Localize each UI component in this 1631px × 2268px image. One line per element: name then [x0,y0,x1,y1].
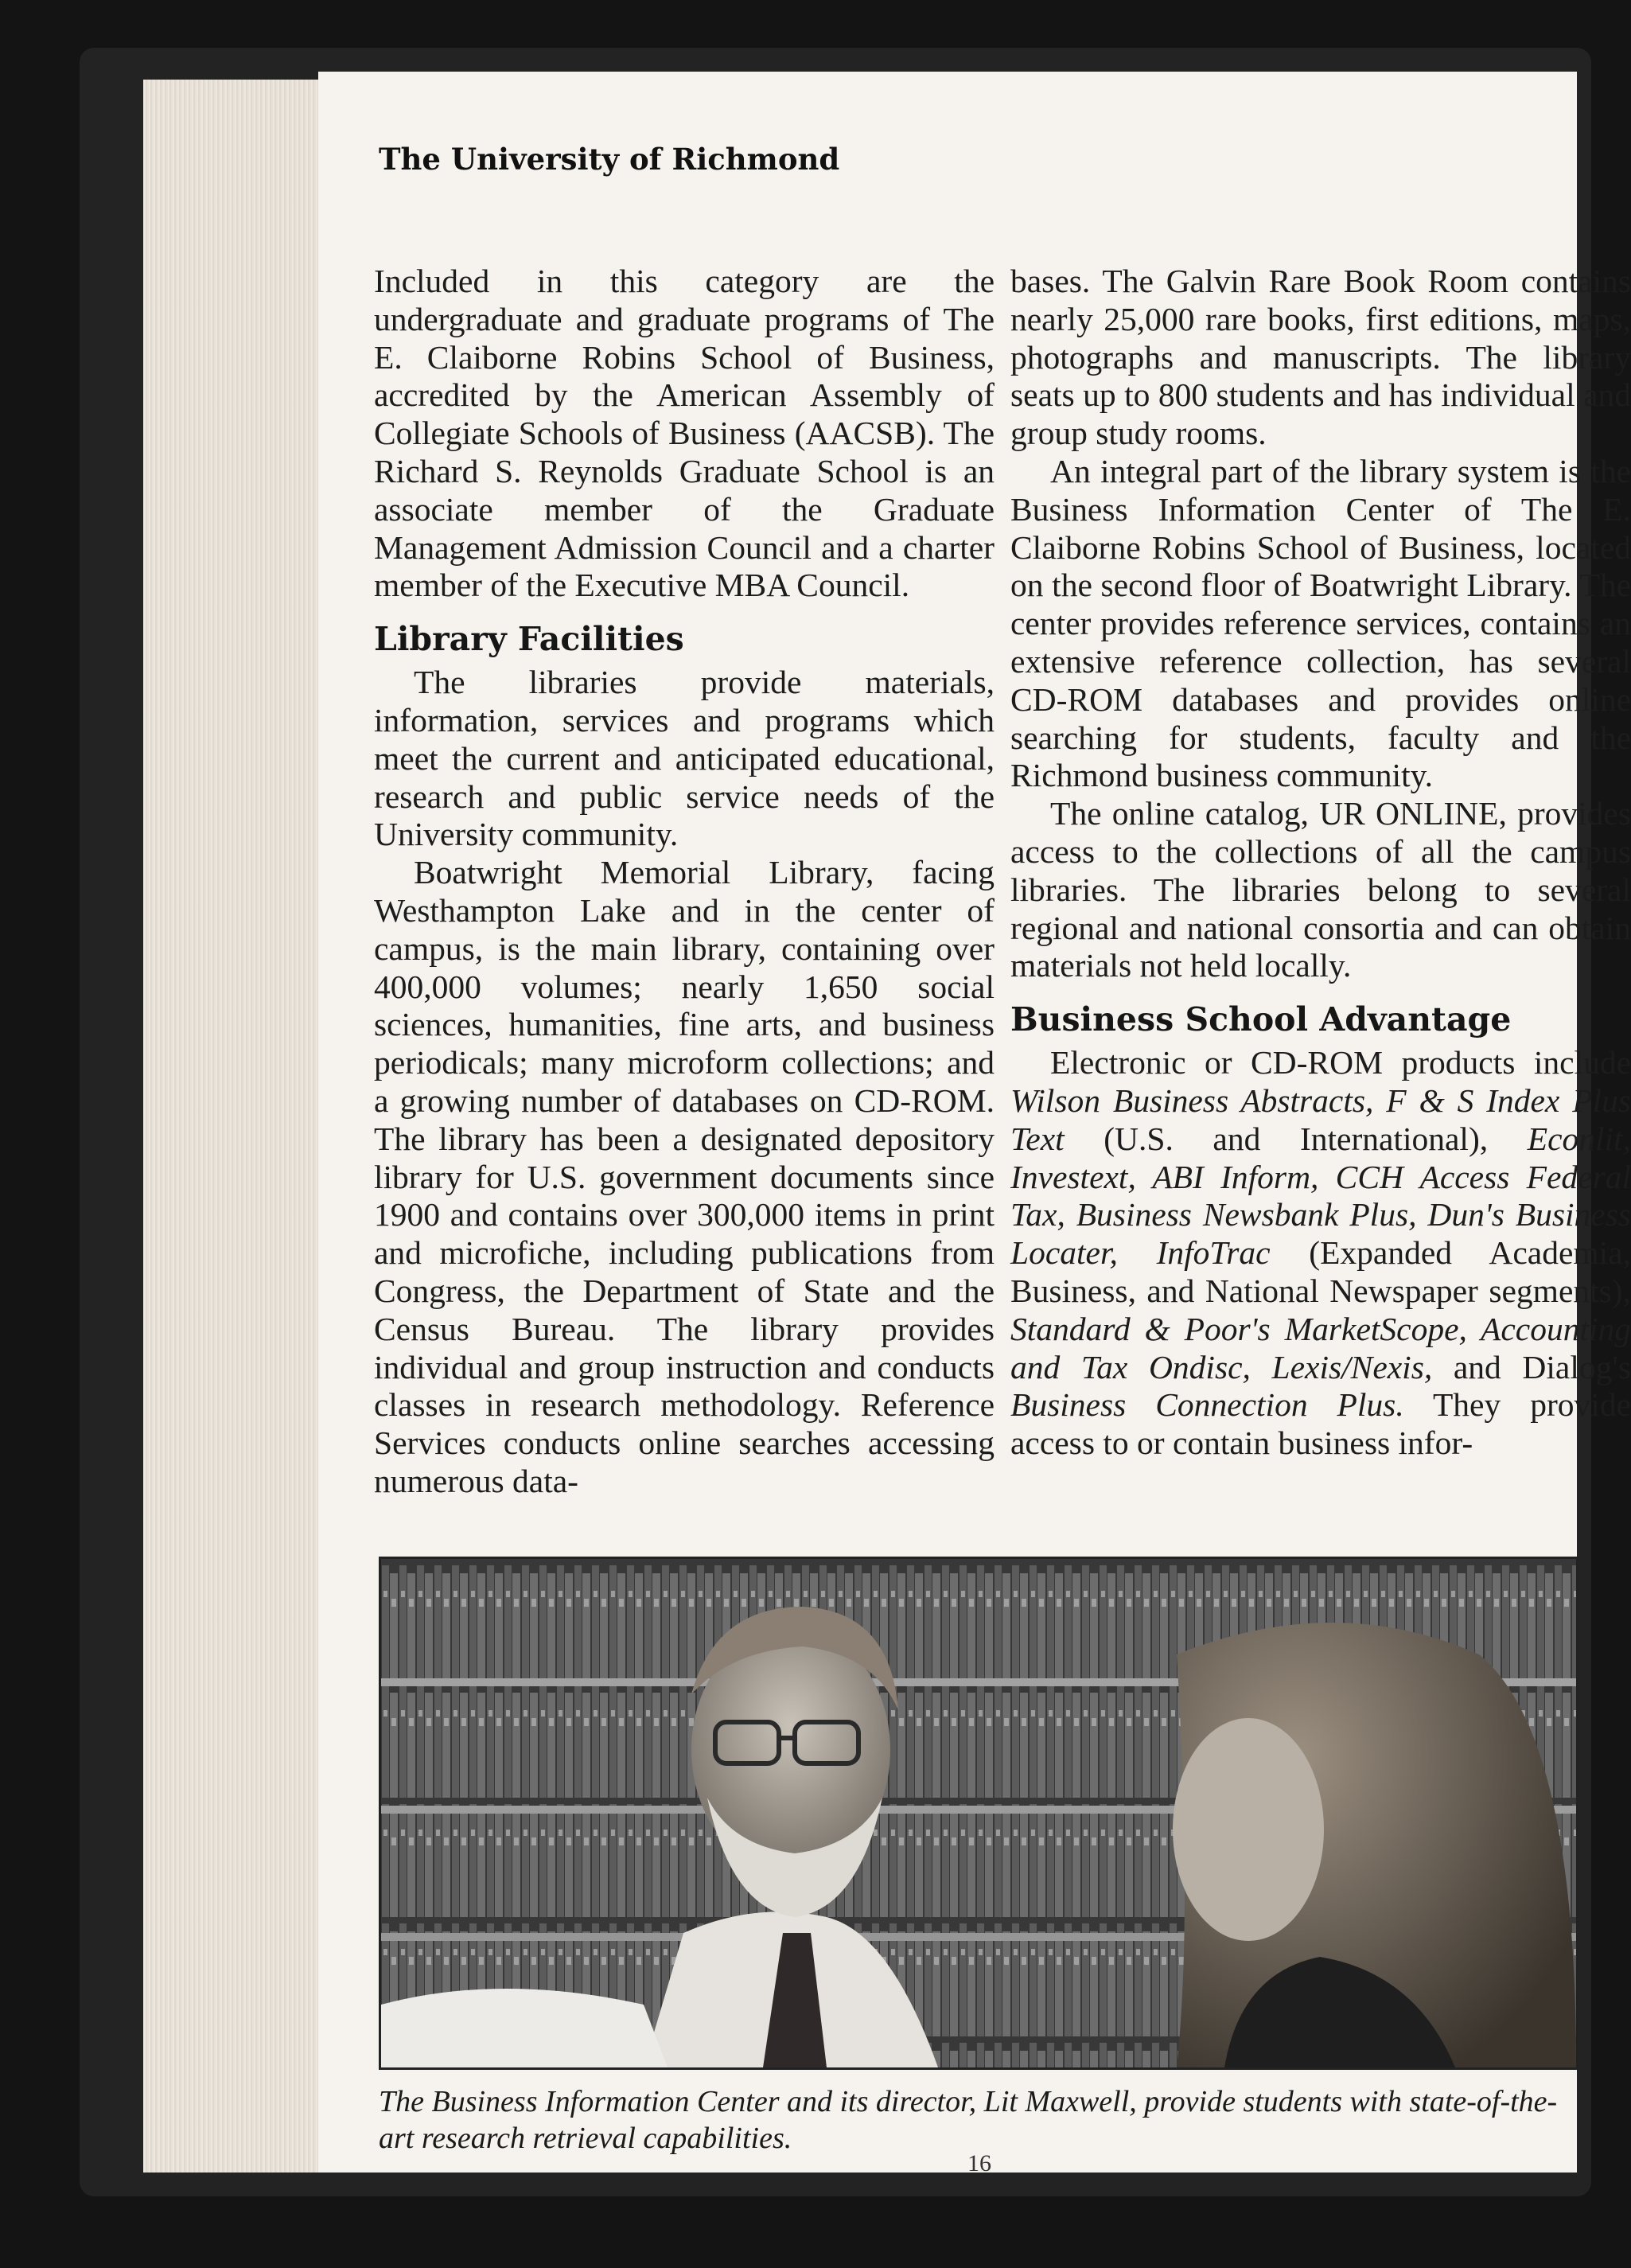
products-text-1: Electronic or CD-ROM products include [1050,1044,1631,1081]
paragraph-intro: Included in this category are the undergraduate and graduate programs of The E. Claiborne Robins School of Business, accredited by the American Assembly of Collegiate Schools of Business (AACSB). The Richard S. Reynolds Graduate School is an associate member of the Graduate Management Admission Council and a charter member of the Executive MBA Council. [374,263,995,604]
running-head: The University of Richmond [379,142,840,177]
paragraph-boatwright: Boatwright Memorial Library, facing Westhampton Lake and in the center of campus, is the main library, containing over 400,000 volumes; nearly 1,650 social sciences, humanities, fine arts, and business periodicals; many microform collections; and a growing number of databases on CD-ROM. The library has been a designated depository library for U.S. government documents since 1900 and contains over 300,000 items in print and microfiche, including publications from Congress, the Department of State and the Census Bureau. The library provides individual and group instruction and conducts classes in research methodology. Reference Services conducts online searches accessing numerous data- [374,854,995,1499]
products-italic-1: Wilson Business Abstracts, F & S Index Plus Text [1010,1081,1631,1157]
products-italic-4: Business Connection Plus. [1010,1386,1404,1424]
paragraph-rare-books: bases. The Galvin Rare Book Room contains nearly 25,000 rare books, first editions, maps, photographs and manuscripts. The library seats up to 800 students and has individual and group study rooms. [1010,263,1631,452]
products-text-2: (U.S. and International), [1064,1120,1528,1157]
page-edges [143,80,326,2173]
products-text-4: and Dialog's [1432,1348,1631,1385]
paragraph-products [1010,1044,1631,1463]
heading-business-school-advantage: Business School Advantage [1010,1000,1512,1039]
left-column [374,263,995,1501]
paragraph-online-catalog: The online catalog, UR ONLINE, provides access to the collections of all the campus libraries. The libraries belong to several regional and national consortia and can obtain materials not held locally. [1010,795,1631,984]
right-column [1010,263,1631,1463]
products-italic-3: Standard & Poor's MarketScope, Accounting and Tax Ondisc, Lexis/Nexis, [1010,1310,1631,1385]
book-page [318,72,1631,2176]
heading-library-facilities: Library Facilities [374,620,684,659]
library-photo [379,1557,1578,2070]
products-text-5: They provide access to or contain business infor- [1010,1386,1631,1462]
products-italic-2: Econlit, Investext, ABI Inform, CCH Access Federal Tax, Business Newsbank Plus, Dun's Business Locater, InfoTrac [1010,1120,1631,1272]
paragraph-business-center: An integral part of the library system is the Business Information Center of The E. Claiborne Robins School of Business, located on the second floor of Boatwright Library. The center provides reference services, contains an extensive reference collection, has several CD-ROM databases and provides online searching for students, faculty and the Richmond business community. [1010,452,1631,794]
page-number: 16 [967,2150,991,2176]
paragraph-libraries: The libraries provide materials, information, services and programs which meet the current and anticipated educational, research and public service needs of the University community. [374,664,995,853]
products-text-3: (Expanded Academia, Business, and National Newspaper segments), [1010,1234,1631,1309]
photo-caption: The Business Information Center and its director, Lit Maxwell, provide students with state-of-the-art research retrieval capabilities. [379,2085,1558,2155]
